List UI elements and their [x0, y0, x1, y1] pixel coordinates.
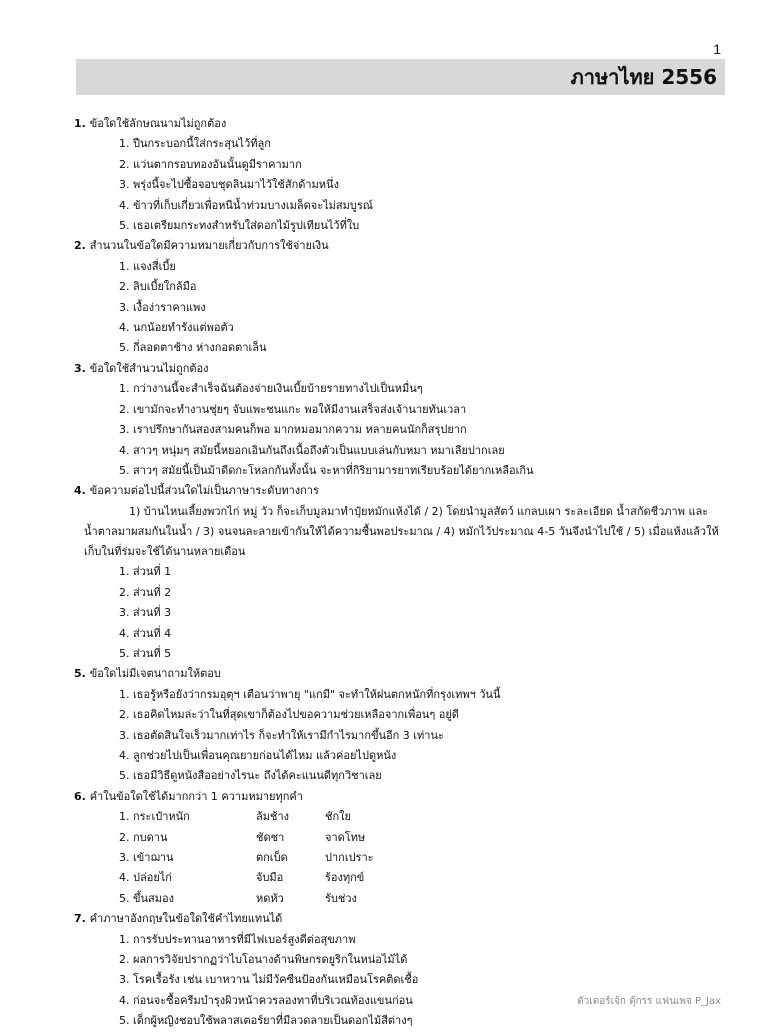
word-cell: 5. ขึ้นสมอง — [119, 891, 174, 905]
answer-choice: 4. นกน้อยทำรังแต่พอตัว — [119, 321, 234, 335]
answer-choice: 4. ข้าวที่เก็บเกี่ยวเพื่อหนีน้ำท่วมบางเมล็ดจะไม่สมบูรณ์ — [119, 198, 373, 212]
question-1 — [74, 114, 724, 236]
answer-choice: 3. ส่วนที่ 3 — [119, 606, 172, 620]
question-text: คำภาษาอังกฤษในข้อใดใช้คำไทยแทนได้ — [89, 912, 283, 926]
answer-choice: 4. สาวๆ หนุ่มๆ สมัยนี้หยอกเอินกันถึงเนื้อถึงตัวเป็นแบบเล่นกับหมา หมาเลียปากเลย — [119, 443, 505, 457]
question-text: ข้อใดไม่มีเจตนาถามให้ตอบ — [89, 667, 221, 681]
answer-choice: 1. ส่วนที่ 1 — [119, 565, 172, 579]
question-text: สำนวนในข้อใดมีความหมายเกี่ยวกับการใช้จ่ายเงิน — [89, 239, 329, 253]
question-4 — [74, 481, 724, 664]
answer-choice: 3. เราปรึกษากันสองสามคนก็พอ มากหมอมากความ หลายคนนักก็สรุปยาก — [119, 423, 467, 437]
answer-choice: 5. กี่ลอดตาช้าง ห่างกอดตาเล็น — [119, 341, 267, 355]
reading-passage: 1) บ้านไหนเลี้ยงพวกไก่ หมู่ วัว ก็จะเก็บมูลมาทำปุ๋ยหมักแห้งได้ / 2) โดยนำมูลสัตว์ แกลบเผา ระละเอียด น้ำสกัดชีวภาพ และน้ำตาลมาผสมกันในน้ำ / 3) จนจนละลายเข้ากันให้ได้ความชื้นพอประมาณ / 4) หมักไว้ประมาณ 4-5 วันจึงนำไปใช้ / 5) เมื่อแห้งแล้วให้เก็บในที่ร่มจะใช้ได้นานหลายเดือน — [84, 504, 719, 559]
word-cell: ปากเปราะ — [325, 851, 374, 865]
answer-choice: 3. เงื้อง่าราคาแพง — [119, 300, 206, 314]
answer-choice: 2. เขามักจะทำงานชุ่ยๆ จับแพะชนแกะ พอให้มีงานเสร็จส่งเจ้านายทันเวลา — [119, 402, 467, 416]
word-choice-row — [74, 807, 724, 827]
word-cell: รับช่วง — [325, 891, 357, 905]
word-cell: จาดโทษ — [325, 830, 366, 844]
question-number: 5. — [74, 667, 86, 681]
word-cell: ชักใย — [325, 810, 351, 824]
question-6 — [74, 787, 724, 909]
question-title — [74, 359, 724, 379]
answer-choice: 2. ผลการวิจัยปรากฏว่าไบโอนางด้านพิษกรดยูริกในหน่อไม้ได้ — [119, 953, 408, 967]
question-text: คำในข้อใดใช้ได้มากกว่า 1 ความหมายทุกคำ — [89, 789, 303, 803]
question-text: ข้อใดใช้สำนวนไม่ถูกต้อง — [89, 361, 209, 375]
question-title — [74, 664, 724, 684]
question-title — [74, 236, 724, 256]
question-number: 3. — [74, 361, 86, 375]
question-number: 4. — [74, 484, 86, 498]
answer-choice: 2. ลิบเบี้ยใกล้มือ — [119, 280, 197, 294]
question-list — [74, 114, 724, 1032]
question-text: ข้อความต่อไปนี้ส่วนใดไม่เป็นภาษาระดับทางการ — [89, 484, 319, 498]
word-cell: หดหัว — [256, 891, 284, 905]
word-cell: 2. กบดาน — [119, 830, 168, 844]
answer-choice: 5. เธอมีวิธีดูหนังสืออย่างไรนะ ถึงได้คะแนนดีทุกวิชาเลย — [119, 769, 382, 783]
answer-choice: 1. แจงสี่เบี้ย — [119, 259, 176, 273]
question-7 — [74, 909, 724, 1031]
word-choice-row — [74, 848, 724, 868]
answer-choice: 4. ลูกช่วยไปเป็นเพื่อนคุณยายก่อนได้ไหม แล้วค่อยไปดูหนัง — [119, 748, 397, 762]
answer-choice: 5. เด็กผู้หญิงชอบใช้พลาสเตอร์ยาที่มีลวดลายเป็นดอกไม้สีต่างๆ — [119, 1014, 413, 1028]
question-3 — [74, 359, 724, 481]
question-number: 6. — [74, 789, 86, 803]
answer-choice: 2. เธอคิดไหมล่ะว่าในที่สุดเขาก็ต้องไปขอความช่วยเหลือจากเพื่อนๆ อยู่ดี — [119, 708, 459, 722]
word-cell: 4. ปล่อยไก่ — [119, 871, 172, 885]
header-banner — [76, 59, 725, 95]
word-choice-row — [74, 828, 724, 848]
question-number: 7. — [74, 912, 86, 926]
answer-choice: 1. กว่างานนี้จะสำเร็จฉันต้องจ่ายเงินเบี้ยบ้ายรายทางไปเป็นหมื่นๆ — [119, 382, 423, 396]
word-cell: ชัดชา — [256, 830, 285, 844]
answer-choice: 3. เธอตัดสินใจเร็วมากเท่าไร ก็จะทำให้เรามีกำไรมากขึ้นอีก 3 เท่านะ — [119, 728, 444, 742]
answer-choice: 1. ปืนกระบอกนี้ใส่กระสุนไว้ที่ลูก — [119, 137, 271, 151]
answer-choice: 5. สาวๆ สมัยนี้เป็นม้าดีดกะโหลกกันทั้งนั้น จะหาที่กิริยามารยาทเรียบร้อยได้ยากเหลือเกิน — [119, 463, 534, 477]
word-cell: 1. กระเป๋าหนัก — [119, 810, 190, 824]
word-cell: ร้องทุกข์ — [325, 871, 365, 885]
word-cell: ล้มช้าง — [256, 810, 290, 824]
footer-credit: ตัวเตอร์เจ้ก ตุ้กรร แฟนเพจ P_Jax — [577, 996, 721, 1007]
answer-choice: 3. โรคเรื้อรัง เช่น เบาหวาน ไม่มีวัคซีนป้องกันเหมือนโรคติดเชื้อ — [119, 973, 419, 987]
question-title — [74, 481, 724, 501]
answer-choice: 1. การรับประทานอาหารที่มีไฟเบอร์สูงดีต่อสุขภาพ — [119, 932, 356, 946]
question-title — [74, 787, 724, 807]
answer-choice: 5. เธอเตรียมกระทงสำหรับใส่ดอกไม้รูปเทียนไว้ที่ใบ — [119, 219, 360, 233]
word-choice-row — [74, 868, 724, 888]
answer-choice: 3. พรุ่งนี้จะไปซื้อจอบชุดลินมาไว้ใช้สักด้ามหนึ่ง — [119, 178, 339, 192]
answer-choice: 4. ส่วนที่ 4 — [119, 626, 172, 640]
question-2 — [74, 236, 724, 358]
answer-choice: 2. ส่วนที่ 2 — [119, 585, 172, 599]
answer-choice: 5. ส่วนที่ 5 — [119, 646, 172, 660]
word-cell: ตกเบ็ด — [256, 851, 288, 865]
page-number: 1 — [713, 41, 721, 57]
question-title — [74, 909, 724, 929]
question-5 — [74, 664, 724, 786]
page-title: ภาษาไทย 2556 — [570, 65, 717, 89]
question-number: 1. — [74, 117, 86, 130]
word-cell: จับมือ — [256, 871, 284, 885]
answer-choice: 1. เธอรู้หรือยังว่ากรมอุตุฯ เตือนว่าพายุ "แกมี" จะทำให้ฝนตกหนักที่กรุงเทพฯ วันนี้ — [119, 687, 501, 701]
question-title — [74, 114, 724, 134]
word-choice-row — [74, 889, 724, 909]
answer-choice: 4. ก่อนจะซื้อครีมบำรุงผิวหน้าควรลองทาที่บริเวณท้องแขนก่อน — [119, 993, 413, 1007]
answer-choice: 2. แว่นตากรอบทองอันนั้นดูมีราคามาก — [119, 157, 302, 171]
question-text: ข้อใดใช้ลักษณนามไม่ถูกต้อง — [89, 117, 227, 130]
question-number: 2. — [74, 239, 86, 253]
word-cell: 3. เข้าฌาน — [119, 851, 174, 865]
